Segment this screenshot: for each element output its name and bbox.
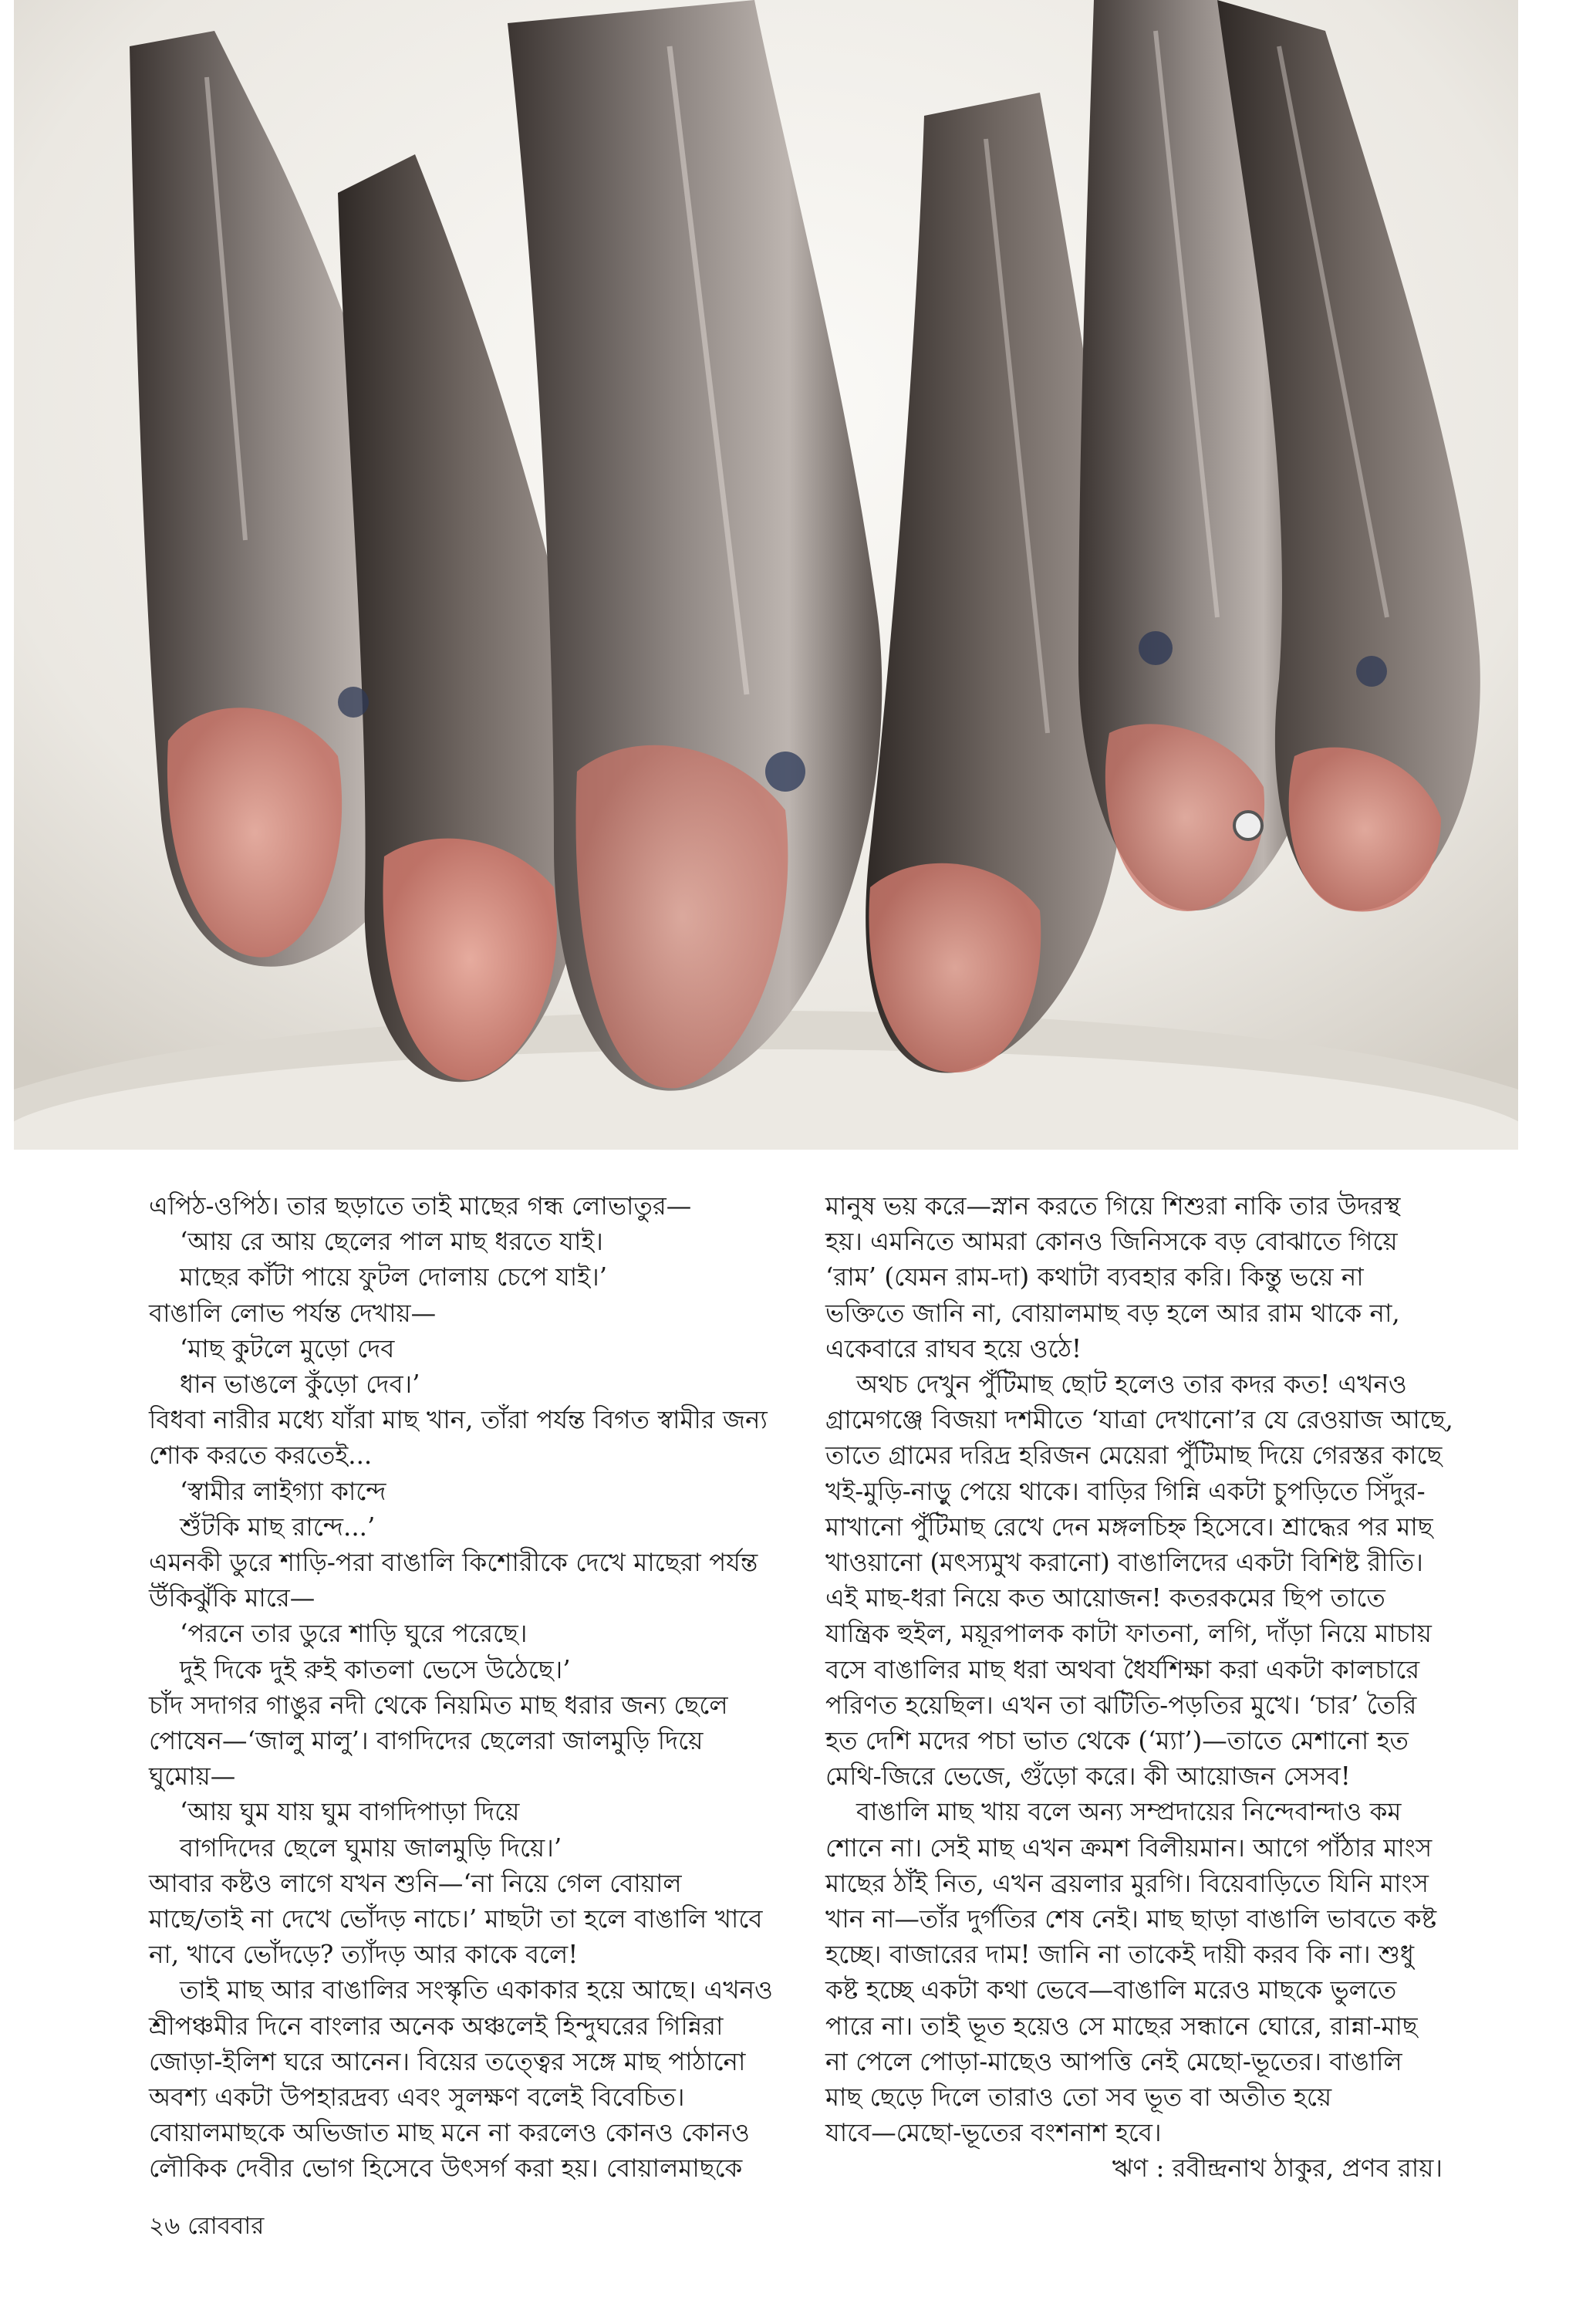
body-line: এমনকী ডুরে শাড়ি-পরা বাঙালি কিশোরীকে দেখে মাছেরা পর্যন্ত xyxy=(149,1548,758,1578)
body-line: উঁকিঝুঁকি মারে— xyxy=(149,1583,316,1613)
body-line: এপিঠ-ওপিঠ। তার ছড়াতে তাই মাছের গন্ধ লোভাতুর— xyxy=(149,1191,692,1221)
body-line: জোড়া-ইলিশ ঘরে আনেন। বিয়ের তত্ত্বের সঙ্গে মাছ পাঠানো xyxy=(149,2046,746,2076)
verse-line: মাছের কাঁটা পায়ে ফুটল দোলায় চেপে যাই।’ xyxy=(180,1262,608,1292)
body-line: খই-মুড়ি-নাড়ু পেয়ে থাকে। বাড়ির গিন্নি একটা চুপড়িতে সিঁদুর- xyxy=(825,1476,1426,1506)
body-line: বিধবা নারীর মধ্যে যাঁরা মাছ খান, তাঁরা পর্যন্ত বিগত স্বামীর জন্য xyxy=(149,1405,768,1435)
paragraph-start-line: তাই মাছ আর বাঙালির সংস্কৃতি একাকার হয়ে আছে। এখনও xyxy=(180,1975,773,2005)
body-line: না পেলে পোড়া-মাছেও আপত্তি নেই মেছো-ভূতের। বাঙালি xyxy=(825,2046,1402,2076)
body-line: মাছে/তাই না দেখে ভোঁদড় নাচে।’ মাছটা তা হলে বাঙালি খাবে xyxy=(149,1904,763,1934)
verse-line: দুই দিকে দুই রুই কাতলা ভেসে উঠেছে।’ xyxy=(180,1654,571,1684)
body-line: মাখানো পুঁটিমাছ রেখে দেন মঙ্গলচিহ্ন হিসেবে। শ্রাদ্ধের পর মাছ xyxy=(825,1512,1433,1542)
body-line: ‘রাম’ (যেমন রাম-দা) কথাটা ব্যবহার করি। কিন্তু ভয়ে না xyxy=(825,1262,1364,1292)
fish-bowl-illustration xyxy=(14,0,1518,1150)
body-line: না, খাবে ভোঁদড়ে? ত্যাঁদড় আর কাকে বলে! xyxy=(149,1940,579,1970)
body-line: পোষেন—‘জালু মালু’। বাগদিদের ছেলেরা জালমুড়ি দিয়ে xyxy=(149,1726,704,1756)
body-line: পরিণত হয়েছিল। এখন তা ঝটিতি-পড়তির মুখে। ‘চার’ তৈরি xyxy=(825,1690,1417,1720)
verse-line: ‘মাছ কুটলে মুড়ো দেব xyxy=(180,1333,395,1363)
body-line: পারে না। তাই ভূত হয়েও সে মাছের সন্ধানে ঘোরে, রান্না-মাছ xyxy=(825,2011,1418,2041)
verse-line: ধান ভাঙলে কুঁড়ো দেব।’ xyxy=(180,1370,420,1400)
body-line: খাওয়ানো (মৎস্যমুখ করানো) বাঙালিদের একটা বিশিষ্ট রীতি। xyxy=(825,1548,1423,1578)
body-line: বসে বাঙালির মাছ ধরা অথবা ধৈর্যশিক্ষা করা একটা কালচারে xyxy=(825,1654,1420,1684)
page-footer: ২৬ রোববার xyxy=(149,2212,265,2240)
body-line: মানুষ ভয় করে—স্নান করতে গিয়ে শিশুরা নাকি তার উদরস্থ xyxy=(825,1191,1401,1221)
fish-photo xyxy=(14,0,1518,1150)
body-line: এই মাছ-ধরা নিয়ে কত আয়োজন! কতরকমের ছিপ তাতে xyxy=(825,1583,1385,1613)
verse-line: বাগদিদের ছেলে ঘুমায় জালমুড়ি দিয়ে।’ xyxy=(180,1833,562,1863)
credit-line: ঋণ : রবীন্দ্রনাথ ঠাকুর, প্রণব রায়। xyxy=(1112,2153,1443,2184)
body-line: মেথি-জিরে ভেজে, গুঁড়ো করে। কী আয়োজন সেসব! xyxy=(825,1762,1351,1792)
body-line: একেবারে রাঘব হয়ে ওঠে! xyxy=(825,1333,1082,1363)
body-line: শ্রীপঞ্চমীর দিনে বাংলার অনেক অঞ্চলেই হিন্দুঘরের গিন্নিরা xyxy=(149,2011,724,2041)
body-line: আবার কষ্টও লাগে যখন শুনি—‘না নিয়ে গেল বোয়াল xyxy=(149,1868,682,1898)
verse-line: শুঁটকি মাছ রান্দে...’ xyxy=(180,1512,376,1542)
body-line: যান্ত্রিক হুইল, ময়ূরপালক কাটা ফাতনা, লগি, দাঁড়া নিয়ে মাচায় xyxy=(825,1619,1432,1649)
paragraph-start-line: বাঙালি মাছ খায় বলে অন্য সম্প্রদায়ের নিন্দেবান্দাও কম xyxy=(856,1797,1402,1827)
verse-line: ‘আয় ঘুম যায় ঘুম বাগদিপাড়া দিয়ে xyxy=(180,1797,520,1827)
body-line: অবশ্য একটা উপহারদ্রব্য এবং সুলক্ষণ বলেই বিবেচিত। xyxy=(149,2082,685,2113)
body-line: গ্রামেগঞ্জে বিজয়া দশমীতে ‘যাত্রা দেখানো’র যে রেওয়াজ আছে, xyxy=(825,1405,1453,1435)
body-line: যাবে—মেছো-ভূতের বংশনাশ হবে। xyxy=(825,2118,1162,2148)
verse-line: ‘স্বামীর লাইগ্যা কান্দে xyxy=(180,1476,386,1506)
body-line: তাতে গ্রামের দরিদ্র হরিজন মেয়েরা পুঁটিমাছ দিয়ে গেরস্তর কাছে xyxy=(825,1441,1443,1471)
body-line: খান না—তাঁর দুর্গতির শেষ নেই। মাছ ছাড়া বাঙালি ভাবতে কষ্ট xyxy=(825,1904,1437,1934)
verse-line: ‘পরনে তার ডুরে শাড়ি ঘুরে পরেছে। xyxy=(180,1619,528,1649)
body-line: মাছের ঠাঁই নিত, এখন ব্রয়লার মুরগি। বিয়েবাড়িতে যিনি মাংস xyxy=(825,1868,1429,1898)
body-line: শোক করতে করতেই... xyxy=(149,1441,373,1471)
body-line: বোয়ালমাছকে অভিজাত মাছ মনে না করলেও কোনও কোনও xyxy=(149,2118,750,2148)
article-left-column xyxy=(149,1188,797,2187)
body-line: কষ্ট হচ্ছে একটা কথা ভেবে—বাঙালি মরেও মাছকে ভুলতে xyxy=(825,1975,1397,2005)
body-line: মাছ ছেড়ে দিলে তারাও তো সব ভূত বা অতীত হয়ে xyxy=(825,2082,1332,2113)
body-line: লৌকিক দেবীর ভোগ হিসেবে উৎসর্গ করা হয়। বোয়ালমাছকে xyxy=(149,2153,743,2184)
body-line: হত দেশি মদের পচা ভাত থেকে (‘ম্যা’)—তাতে মেশানো হত xyxy=(825,1726,1409,1756)
paragraph-start-line: অথচ দেখুন পুঁটিমাছ ছোট হলেও তার কদর কত! এখনও xyxy=(856,1370,1407,1400)
body-line: হচ্ছে। বাজারের দাম! জানি না তাকেই দায়ী করব কি না। শুধু xyxy=(825,1940,1415,1970)
body-line: চাঁদ সদাগর গাঙুর নদী থেকে নিয়মিত মাছ ধরার জন্য ছেলে xyxy=(149,1690,728,1720)
body-line: শোনে না। সেই মাছ এখন ক্রমশ বিলীয়মান। আগে পাঁঠার মাংস xyxy=(825,1833,1433,1863)
body-line: বাঙালি লোভ পর্যন্ত দেখায়— xyxy=(149,1298,437,1328)
verse-line: ‘আয় রে আয় ছেলের পাল মাছ ধরতে যাই। xyxy=(180,1227,603,1257)
body-line: ঘুমোয়— xyxy=(149,1762,236,1792)
article-right-column xyxy=(825,1188,1453,2187)
body-line: ভক্তিতে জানি না, বোয়ালমাছ বড় হলে আর রাম থাকে না, xyxy=(825,1298,1400,1328)
body-line: হয়। এমনিতে আমরা কোনও জিনিসকে বড় বোঝাতে গিয়ে xyxy=(825,1227,1398,1257)
